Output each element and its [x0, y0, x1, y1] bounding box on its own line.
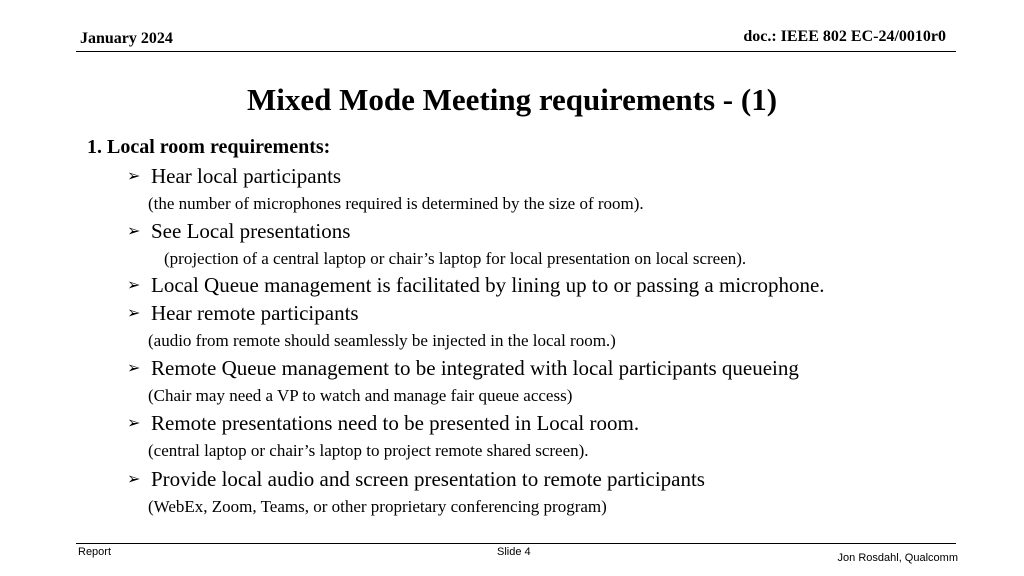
bullet-item [127, 301, 359, 326]
bullet-text: Provide local audio and screen presentation to remote participants [151, 467, 705, 491]
arrow-bullet-icon: ➢ [127, 168, 141, 185]
bullet-text: Hear local participants [151, 164, 342, 188]
slide-title: Mixed Mode Meeting requirements - (1) [246, 82, 778, 117]
arrow-bullet-icon: ➢ [127, 471, 141, 488]
bullet-note: (projection of a central laptop or chair’s laptop for local presentation on local screen). [164, 249, 747, 268]
bullet-note: (WebEx, Zoom, Teams, or other proprietary conferencing program) [148, 497, 607, 516]
bullet-text: Local Queue management is facilitated by lining up to or passing a microphone. [151, 273, 825, 297]
bullet-text: Remote Queue management to be integrated with local participants queueing [151, 356, 799, 380]
arrow-bullet-icon: ➢ [127, 277, 141, 294]
arrow-bullet-icon: ➢ [127, 360, 141, 377]
arrow-bullet-icon: ➢ [127, 223, 141, 240]
header-date: January 2024 [80, 30, 173, 47]
slide-number: Slide 4 [497, 546, 531, 558]
footer-divider [76, 543, 956, 544]
header-doc-id: doc.: IEEE 802 EC-24/0010r0 [743, 28, 946, 45]
bullet-note: (central laptop or chair’s laptop to project remote shared screen). [148, 441, 589, 460]
bullet-item [127, 164, 341, 189]
bullet-item [127, 273, 825, 298]
arrow-bullet-icon: ➢ [127, 415, 141, 432]
bullet-item [127, 356, 799, 381]
bullet-text: Hear remote participants [151, 301, 359, 325]
footer-author: Jon Rosdahl, Qualcomm [837, 552, 958, 564]
bullet-note: (Chair may need a VP to watch and manage fair queue access) [148, 386, 573, 405]
arrow-bullet-icon: ➢ [127, 305, 141, 322]
bullet-item [127, 411, 639, 436]
footer-left: Report [78, 546, 112, 558]
bullet-item [127, 219, 350, 244]
bullet-text: See Local presentations [151, 219, 351, 243]
section-heading: 1. Local room requirements: [87, 136, 331, 158]
bullet-item [127, 467, 705, 492]
bullet-note: (the number of microphones required is determined by the size of room). [148, 194, 644, 213]
bullet-text: Remote presentations need to be presented in Local room. [151, 411, 640, 435]
bullet-note: (audio from remote should seamlessly be injected in the local room.) [148, 331, 616, 350]
